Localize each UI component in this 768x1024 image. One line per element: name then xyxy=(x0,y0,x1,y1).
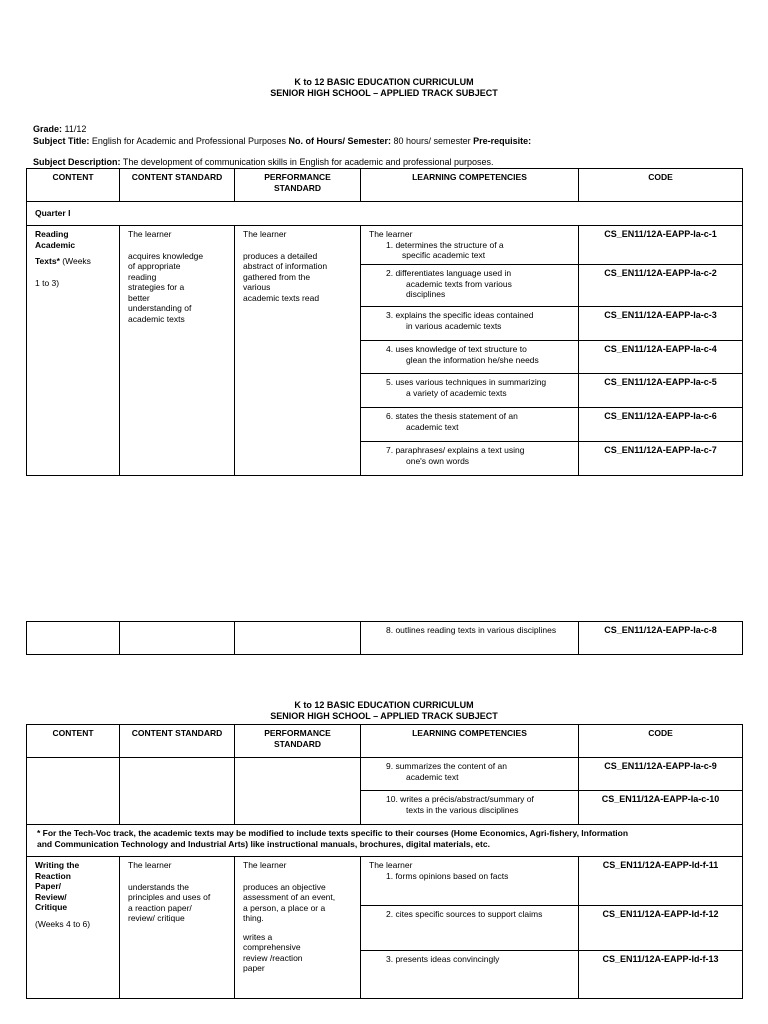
empty-cell xyxy=(235,622,361,655)
grade-value: 11/12 xyxy=(64,124,87,134)
description-line xyxy=(33,157,753,168)
table-header-row xyxy=(27,169,743,202)
hours-value: 80 hours/ semester xyxy=(393,136,471,146)
performance-standard-cell: The learner produces a detailed abstract of information gathered from the various academic texts read xyxy=(235,226,361,476)
table-row xyxy=(27,226,743,265)
grade-line xyxy=(33,124,753,135)
document-title-page2: K to 12 BASIC EDUCATION CURRICULUM xyxy=(294,700,474,710)
code-11: CS_EN11/12A-EAPP-Id-f-11 xyxy=(579,857,743,906)
competency-7: 7. paraphrases/ explains a text using one's own words xyxy=(361,442,579,476)
competency-11: The learner 1. forms opinions based on facts xyxy=(361,857,579,906)
subject-line xyxy=(33,136,753,147)
header-content-standard: CONTENT STANDARD xyxy=(120,725,235,758)
header-performance-standard: PERFORMANCE STANDARD xyxy=(235,169,361,202)
code-8: CS_EN11/12A-EAPP-Ia-c-8 xyxy=(579,622,743,655)
grade-label: Grade: xyxy=(33,124,63,134)
code-1: CS_EN11/12A-EAPP-Ia-c-1 xyxy=(579,226,743,265)
competency-13: 3. presents ideas convincingly xyxy=(361,951,579,999)
subject-title-label: Subject Title: xyxy=(33,136,90,146)
header-code: CODE xyxy=(579,725,743,758)
document-subtitle: SENIOR HIGH SCHOOL – APPLIED TRACK SUBJECT xyxy=(270,88,498,98)
code-7: CS_EN11/12A-EAPP-Ia-c-7 xyxy=(579,442,743,476)
curriculum-table-2 xyxy=(26,724,743,999)
competency-1: The learner 1. determines the structure of a specific academic text xyxy=(361,226,579,265)
competency-4: 4. uses knowledge of text structure to glean the information he/she needs xyxy=(361,341,579,374)
empty-cell xyxy=(235,758,361,825)
code-13: CS_EN11/12A-EAPP-Id-f-13 xyxy=(579,951,743,999)
competency-2: 2. differentiates language used in academic texts from various disciplines xyxy=(361,265,579,307)
content-standard-cell: The learner acquires knowledge of appropriate reading strategies for a better understanding of academic texts xyxy=(120,226,235,476)
table-row xyxy=(27,622,743,655)
content-cell: Reading Academic Texts* (Weeks 1 to 3) xyxy=(27,226,120,476)
header-learning-competencies: LEARNING COMPETENCIES xyxy=(361,725,579,758)
header-content-standard: CONTENT STANDARD xyxy=(120,169,235,202)
curriculum-table-continued xyxy=(26,621,743,655)
code-12: CS_EN11/12A-EAPP-Id-f-12 xyxy=(579,906,743,951)
table-row xyxy=(27,758,743,791)
header-learning-competencies: LEARNING COMPETENCIES xyxy=(361,169,579,202)
competency-6: 6. states the thesis statement of an academic text xyxy=(361,408,579,442)
header-content: CONTENT xyxy=(27,169,120,202)
empty-cell xyxy=(120,622,235,655)
content-standard-cell: The learner understands the principles and uses of a reaction paper/ review/ critique xyxy=(120,857,235,999)
content-cell: Writing the Reaction Paper/ Review/ Critique (Weeks 4 to 6) xyxy=(27,857,120,999)
table-header-row xyxy=(27,725,743,758)
competency-12: 2. cites specific sources to support claims xyxy=(361,906,579,951)
competency-5: 5. uses various techniques in summarizing a variety of academic texts xyxy=(361,374,579,408)
code-2: CS_EN11/12A-EAPP-Ia-c-2 xyxy=(579,265,743,307)
header-content: CONTENT xyxy=(27,725,120,758)
empty-cell xyxy=(120,758,235,825)
competency-8: 8. outlines reading texts in various disciplines xyxy=(361,622,579,655)
note-row xyxy=(27,825,743,857)
code-10: CS_EN11/12A-EAPP-Ia-c-10 xyxy=(579,791,743,825)
document-subtitle-page2: SENIOR HIGH SCHOOL – APPLIED TRACK SUBJECT xyxy=(270,711,498,721)
code-6: CS_EN11/12A-EAPP-Ia-c-6 xyxy=(579,408,743,442)
code-3: CS_EN11/12A-EAPP-Ia-c-3 xyxy=(579,307,743,341)
quarter-label: Quarter I xyxy=(27,202,743,226)
header-code: CODE xyxy=(579,169,743,202)
empty-cell xyxy=(27,622,120,655)
competency-9: 9. summarizes the content of an academic text xyxy=(361,758,579,791)
code-4: CS_EN11/12A-EAPP-Ia-c-4 xyxy=(579,341,743,374)
header-performance-standard: PERFORMANCE STANDARD xyxy=(235,725,361,758)
subject-title-value: English for Academic and Professional Purposes xyxy=(91,136,286,146)
code-5: CS_EN11/12A-EAPP-Ia-c-5 xyxy=(579,374,743,408)
table-row xyxy=(27,857,743,906)
tech-voc-note: * For the Tech-Voc track, the academic texts may be modified to include texts specific to their courses (Home Economics, Agri-fishery, Information and Communication Technology and Industrial Arts) like instructional manuals, brochures, digital materials, etc. xyxy=(27,825,743,857)
performance-standard-cell: The learner produces an objective assessment of an event, a person, a place or a thing. writes a comprehensive review /reaction paper xyxy=(235,857,361,999)
empty-cell xyxy=(27,758,120,825)
competency-3: 3. explains the specific ideas contained in various academic texts xyxy=(361,307,579,341)
quarter-row xyxy=(27,202,743,226)
prerequisite-label: Pre-requisite: xyxy=(473,136,532,146)
description-value: The development of communication skills in English for academic and professional purposes. xyxy=(122,157,494,167)
hours-label: No. of Hours/ Semester: xyxy=(288,136,392,146)
curriculum-table-1 xyxy=(26,168,743,476)
code-9: CS_EN11/12A-EAPP-Ia-c-9 xyxy=(579,758,743,791)
competency-10: 10. writes a précis/abstract/summary of texts in the various disciplines xyxy=(361,791,579,825)
description-label: Subject Description: xyxy=(33,157,121,167)
document-title: K to 12 BASIC EDUCATION CURRICULUM xyxy=(294,77,474,87)
